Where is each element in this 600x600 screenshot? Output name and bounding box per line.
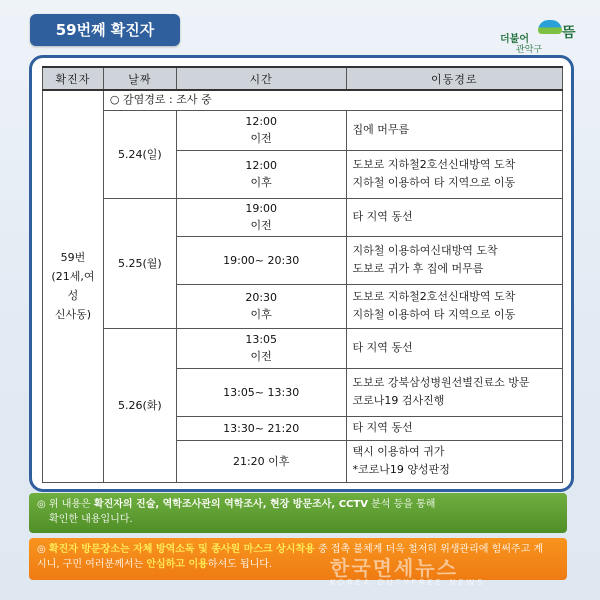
header-patient: 확진자 — [43, 67, 104, 90]
route-table — [42, 66, 563, 483]
infection-route-note: ○ 감염경로 : 조사 중 — [103, 90, 562, 110]
note2-highlight: 확진자 방문장소는 자체 방역소독 및 종사원 마스크 상시착용 — [48, 544, 315, 555]
time-cell: 20:30 이후 — [176, 284, 346, 328]
note2-line2-prefix: 시니, 구민 여러분께서는 — [37, 559, 147, 570]
note1-bold: 확진자의 진술, 역학조사관의 역학조사, 현장 방문조사, CCTV — [93, 499, 368, 510]
gwanak-logo — [498, 18, 594, 55]
route-cell: 타 지역 동선 — [346, 198, 562, 236]
header-date: 날짜 — [103, 67, 176, 90]
note2-line2-highlight: 안심하고 이용 — [146, 559, 208, 570]
table-row — [43, 110, 563, 150]
disinfection-note — [29, 538, 567, 580]
watermark-main: 한국면세뉴스 — [330, 556, 458, 580]
date-cell: 5.25(월) — [103, 198, 176, 328]
time-cell: 19:00 이전 — [176, 198, 346, 236]
route-cell: 도보로 지하철2호선신대방역 도착 지하철 이용하여 타 지역으로 이동 — [346, 150, 562, 198]
note1-line2: 확인한 내용입니다. — [49, 514, 133, 525]
table-row — [43, 198, 563, 236]
header-time: 시간 — [176, 67, 346, 90]
patient-detail-line1: (21세,여성 — [51, 270, 95, 303]
patient-cell — [43, 90, 104, 482]
note2-mid: 중 접촉 불체계 더욱 철저히 위생관리에 힘써주고 계 — [314, 544, 544, 555]
table-header-row — [43, 67, 563, 90]
logo-text-line2: 관악구 — [516, 45, 543, 55]
note1-prefix: ◎ 위 내용은 — [37, 499, 94, 510]
logo-text-mark: 뜸 — [562, 25, 576, 41]
patient-detail-line2: 신사동) — [54, 308, 92, 322]
note2-prefix: ◎ — [37, 544, 49, 555]
table-row — [43, 90, 563, 110]
time-cell: 21:20 이후 — [176, 440, 346, 482]
note1-suffix: 분석 등을 통해 — [367, 499, 436, 510]
time-cell: 13:05 이전 — [176, 328, 346, 368]
time-cell: 12:00 이전 — [176, 110, 346, 150]
route-cell: 지하철 이용하여신대방역 도착 도보로 귀가 후 집에 머무름 — [346, 236, 562, 284]
header-route: 이동경로 — [346, 67, 562, 90]
page-title: 59번째 확진자 — [30, 14, 180, 46]
route-cell: 도보로 지하철2호선신대방역 도착 지하철 이용하여 타 지역으로 이동 — [346, 284, 562, 328]
logo-mark-icon — [538, 20, 562, 34]
route-table-frame — [29, 55, 574, 492]
route-cell: 타 지역 동선 — [346, 328, 562, 368]
note2-line2-suffix: 하셔도 됩니다. — [207, 559, 273, 570]
time-cell: 19:00~ 20:30 — [176, 236, 346, 284]
logo-text-line1: 더불어 — [500, 34, 529, 45]
time-cell: 13:30~ 21:20 — [176, 416, 346, 440]
route-cell: 집에 머무름 — [346, 110, 562, 150]
investigation-note — [29, 493, 567, 533]
route-cell: 타 지역 동선 — [346, 416, 562, 440]
watermark-sub: KOREA DUTYFREE NEWS — [330, 578, 486, 587]
route-cell: 택시 이용하여 귀가 *코로나19 양성판정 — [346, 440, 562, 482]
route-cell: 도보로 강북삼성병원선별진료소 방문 코로나19 검사진행 — [346, 368, 562, 416]
date-cell: 5.26(화) — [103, 328, 176, 482]
patient-number: 59번 — [60, 251, 86, 265]
time-cell: 12:00 이후 — [176, 150, 346, 198]
time-cell: 13:05~ 13:30 — [176, 368, 346, 416]
date-cell: 5.24(일) — [103, 110, 176, 198]
table-row — [43, 328, 563, 368]
